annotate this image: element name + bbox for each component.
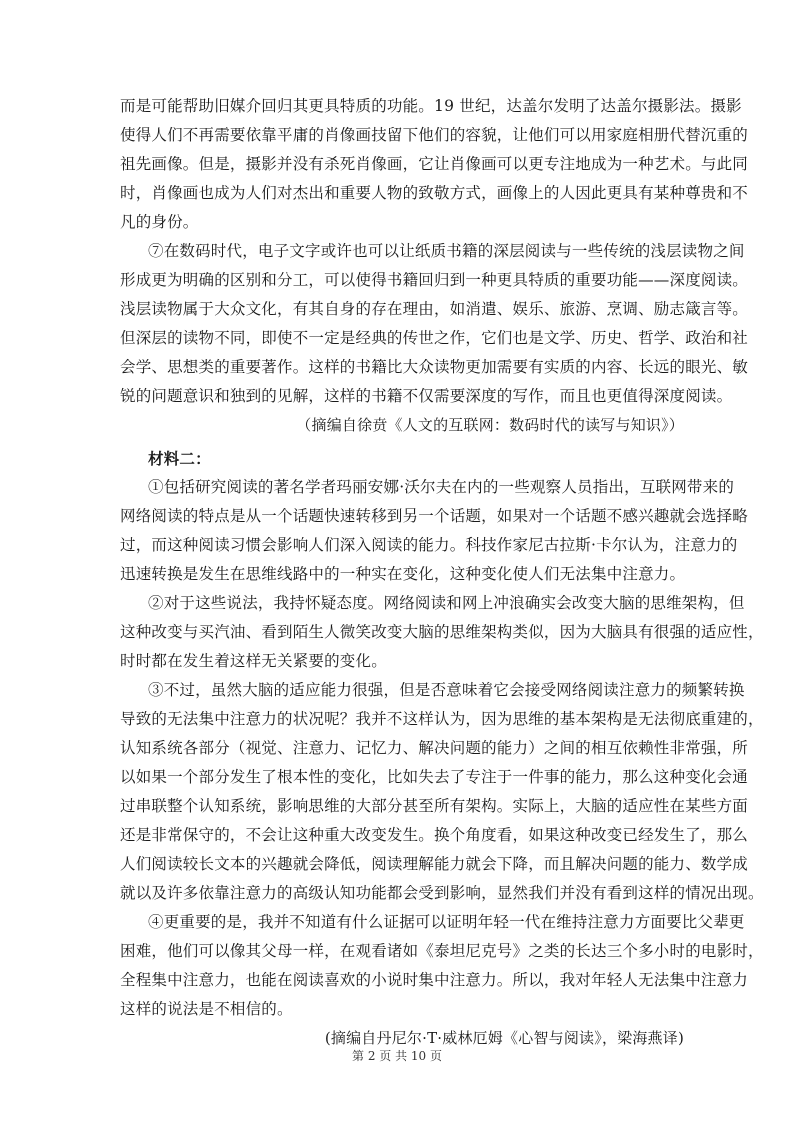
text-line: 认知系统各部分（视觉、注意力、记忆力、解决问题的能力）之间的相互依赖性非常强，所 <box>120 739 749 757</box>
text-line: ③不过，虽然大脑的适应能力很强，但是否意味着它会接受网络阅读注意力的频繁转换 <box>148 681 745 699</box>
page-number-footer: 第 2 页 共 10 页 <box>352 1049 442 1063</box>
text-line: 导致的无法集中注意力的状况呢？我并不这样认为，因为思维的基本架构是无法彻底重建的， <box>120 710 764 728</box>
text-line: 凡的身份。 <box>120 213 199 231</box>
source-citation-2: (摘编自丹尼尔·T·威林厄姆《心智与阅读》，梁海燕译) <box>324 1029 684 1047</box>
text-line: 形成更为明确的区别和分工，可以使得书籍回归到一种更具特质的重要功能——深度阅读。 <box>120 271 749 289</box>
text-line: 时，肖像画也成为人们对杰出和重要人物的致敬方式，画像上的人因此更具有某种尊贵和不 <box>120 184 749 202</box>
section-heading-material-2: 材料二： <box>148 449 211 468</box>
text-line: 祖先画像。但是，摄影并没有杀死肖像画，它让肖像画可以更专注地成为一种艺术。与此同 <box>120 155 749 173</box>
text-line: 会学、思想类的重要著作。这样的书籍比大众读物更加需要有实质的内容、长远的眼光、敏 <box>120 358 749 376</box>
document-body <box>120 92 764 1053</box>
text-line: 迅速转换是发生在思维线路中的一种实在变化，这种变化使人们无法集中注意力。 <box>120 565 686 583</box>
text-line: 使得人们不再需要依靠平庸的肖像画技留下他们的容貌，让他们可以用家庭相册代替沉重的 <box>120 126 749 144</box>
paragraph-6-continued <box>120 92 749 237</box>
text-line: 时时都在发生着这样无关紧要的变化。 <box>120 652 387 670</box>
paragraph-2 <box>120 589 764 676</box>
text-line: 但深层的读物不同，即使不一定是经典的传世之作，它们也是文学、历史、哲学、政治和社 <box>120 329 749 347</box>
text-line: 过串联整个认知系统，影响思维的大部分甚至所有架构。实际上，大脑的适应性在某些方面 <box>120 797 749 815</box>
text-line: 就以及许多依靠注意力的高级认知功能都会受到影响，显然我们并没有看到这样的情况出现。 <box>120 884 764 902</box>
text-line: ④更重要的是，我并不知道有什么证据可以证明年轻一代在维持注意力方面要比父辈更 <box>148 913 745 931</box>
paragraph-7 <box>120 237 749 411</box>
text-line: 锐的问题意识和独到的见解，这样的书籍不仅需要深度的写作，而且也更值得深度阅读。 <box>120 387 733 405</box>
text-line: 还是非常保守的，不会让这种重大改变发生。换个角度看，如果这种改变已经发生了，那么 <box>120 826 749 844</box>
text-line: ⑦在数码时代，电子文字或许也可以让纸质书籍的深层阅读与一些传统的浅层读物之间 <box>148 242 745 260</box>
text-line: 以如果一个部分发生了根本性的变化，比如失去了专注于一件事的能力，那么这种变化会通 <box>120 768 749 786</box>
text-line: 人们阅读较长文本的兴趣就会降低，阅读理解能力就会下降，而且解决问题的能力、数学成 <box>120 855 749 873</box>
text-line: 浅层读物属于大众文化，有其自身的存在理由，如消遣、娱乐、旅游、烹调、励志箴言等。 <box>120 300 749 318</box>
text-line: 困难，他们可以像其父母一样，在观看诸如《泰坦尼克号》之类的长达三个多小时的电影时， <box>120 942 764 960</box>
text-line: 这种改变与买汽油、看到陌生人微笑改变大脑的思维架构类似，因为大脑具有很强的适应性， <box>120 623 764 641</box>
text-line: 而是可能帮助旧媒介回归其更具特质的功能。19 世纪，达盖尔发明了达盖尔摄影法。摄影 <box>120 97 742 115</box>
text-line: 过，而这种阅读习惯会影响人们深入阅读的能力。科技作家尼古拉斯·卡尔认为，注意力的 <box>120 536 738 554</box>
text-line: ②对于这些说法，我持怀疑态度。网络阅读和网上冲浪确实会改变大脑的思维架构，但 <box>148 594 745 612</box>
source-citation-1: （摘编自徐贲《人文的互联网：数码时代的读写与知识》） <box>296 416 684 434</box>
text-line: 网络阅读的特点是从一个话题快速转移到另一个话题，如果对一个话题不感兴趣就会选择略 <box>120 507 749 525</box>
text-line: 这样的说法是不相信的。 <box>120 1000 293 1018</box>
paragraph-3 <box>120 676 764 908</box>
text-line: 全程集中注意力，也能在阅读喜欢的小说时集中注意力。所以，我对年轻人无法集中注意力 <box>120 971 749 989</box>
paragraph-4 <box>120 908 764 1024</box>
text-line: ①包括研究阅读的著名学者玛丽安娜·沃尔夫在内的一些观察人员指出，互联网带来的 <box>148 478 735 496</box>
paragraph-1 <box>120 473 749 589</box>
